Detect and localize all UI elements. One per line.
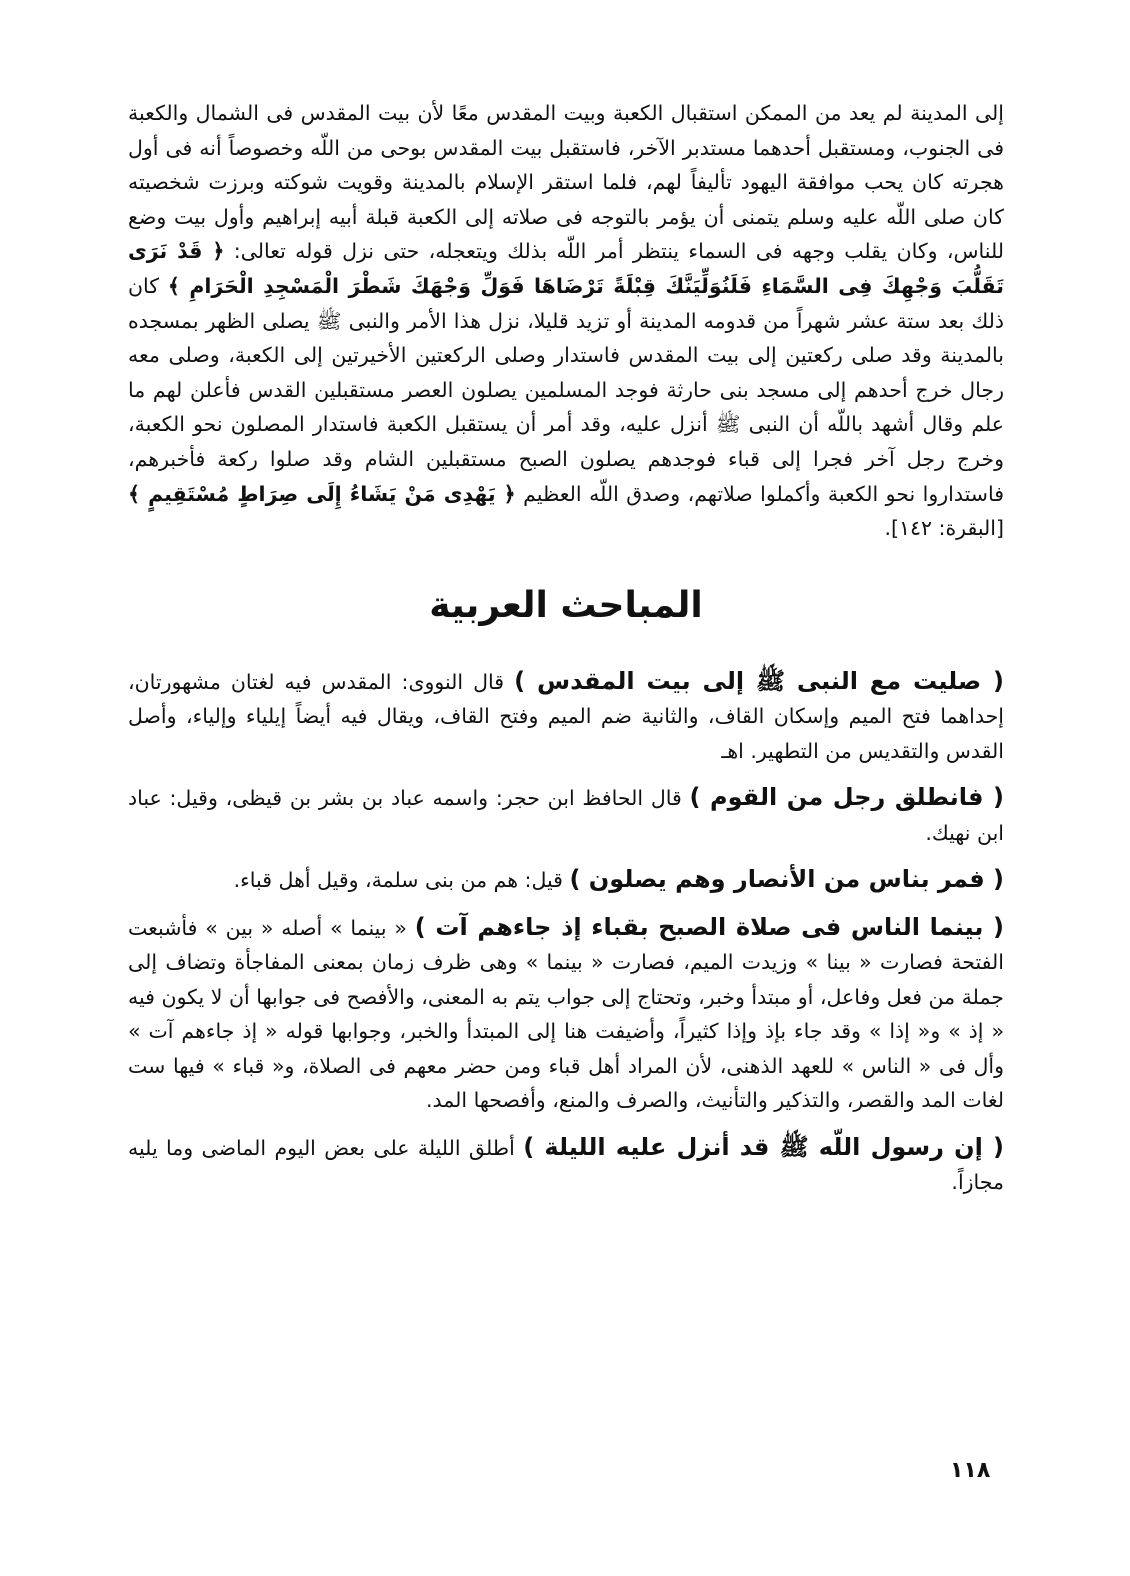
note-1-text: قال النووى: المقدس فيه لغتان مشهورتان، إحداهما فتح الميم وإسكان القاف، والثانية ضم الميم وفتح القاف، ويقال فيه أيضاً إيلياء وإلياء، وأصل القدس والتقديس من التطهير. اهـ — [128, 669, 1004, 763]
quran-verse-2: ﴿ يَهْدِى مَنْ يَشَاءُ إِلَى صِرَاطٍ مُسْتَقِيمٍ ﴾ — [128, 481, 516, 506]
note-5 — [128, 1130, 1004, 1200]
note-3 — [128, 862, 1004, 898]
note-4 — [128, 910, 1004, 1118]
note-2-headword: ( فانطلق رجل من القوم ) — [689, 783, 1004, 812]
main-paragraph — [128, 96, 1004, 546]
note-3-headword: ( فمر بناس من الأنصار وهم يصلون ) — [569, 865, 1004, 894]
note-3-text: قيل: هم من بنى سلمة، وقيل أهل قباء. — [233, 868, 570, 893]
page-number: ١١٨ — [950, 1458, 991, 1483]
verse-citation: [البقرة: ١٤٢]. — [884, 516, 1004, 541]
note-5-headword: ( إن رسول اللّه ﷺ قد أنزل عليه الليلة ) — [523, 1132, 1005, 1161]
main-text-part1: إلى المدينة لم يعد من الممكن استقبال الكعبة وبيت المقدس معًا لأن بيت المقدس فى الشمال والكعبة فى الجنوب، ومستقبل أحدهما مستدبر الآخر، فاستقبل بيت المقدس بوحى من اللّه وخصوصاً أنه فى أول هجرته كان يحب موافقة اليهود تأليفاً لهم، فلما استقر الإسلام بالمدينة وقويت شوكته وبرزت شخصيته كان صلى اللّه عليه وسلم يتمنى أن يؤمر بالتوجه فى صلاته إلى الكعبة قبلة أبيه إبراهيم وأول بيت وضع للناس، وكان يقلب وجهه فى السماء ينتظر أمر اللّه بذلك ويتعجله، حتى نزل قوله تعالى: — [128, 101, 1004, 264]
page-body — [128, 96, 1004, 1212]
note-1 — [128, 664, 1004, 769]
quran-verse-1: ﴿ قَدْ نَرَى تَقَلُّبَ وَجْهِكَ فِى السَّمَاءِ فَلَنُوَلِّيَنَّكَ قِبْلَةً تَرْضَاهَا فَوَلِّ وَجْهَكَ شَطْرَ الْمَسْجِدِ الْحَرَامِ ﴾ — [128, 239, 1005, 298]
note-1-headword: ( صليت مع النبى ﷺ إلى بيت المقدس ) — [514, 666, 1004, 695]
note-2 — [128, 780, 1004, 850]
note-4-text: « بينما » أصله « بين » فأشبعت الفتحة فصارت « بينا » وزيدت الميم، فصارت « بينما » وهى ظرف زمان بمعنى المفاجأة وتضاف إلى جملة من فعل وفاعل، أو مبتدأ وخبر، وتحتاج إلى جواب يتم به المعنى، والأفصح فى جوابها أن لا يكون فيه « إذ » و« إذا » وقد جاء بإذ وإذا كثيراً، وأضيفت هنا إلى المبتدأ والخبر، وجوابها قوله « إذ جاءهم آت » وأل فى « الناس » للعهد الذهنى، لأن المراد أهل قباء ومن حضر معهم فى الصلاة، و« قباء » فيها ست لغات المد والقصر، والتذكير والتأنيث، والصرف والمنع، وأفصحها المد. — [128, 915, 1004, 1113]
note-4-headword: ( بينما الناس فى صلاة الصبح بقباء إذ جاءهم آت ) — [414, 912, 1005, 941]
note-5-text: أطلق الليلة على بعض اليوم الماضى وما يليه مجازاً. — [128, 1135, 1004, 1195]
section-heading: المباحث العربية — [429, 584, 703, 626]
main-text-part2: كان ذلك بعد ستة عشر شهراً من قدومه المدينة أو تزيد قليلا، نزل هذا الأمر والنبى ﷺ يصلى الظهر بمسجده بالمدينة وقد صلى ركعتين إلى بيت المقدس فاستدار وصلى الركعتين الأخيرتين إلى الكعبة، وصلى معه رجال خرج أحدهم إلى مسجد بنى حارثة فوجد المسلمين يصلون العصر مستقبلين القدس فأعلن لهم ما علم وقال أشهد باللّه أن النبى ﷺ أنزل عليه، وقد أمر أن يستقبل الكعبة فاستدار المصلون نحو الكعبة، وخرج رجل آخر فجرا إلى قباء فوجدهم يصلون الصبح مستقبلين الشام وقد صلوا ركعة فأخبرهم، فاستداروا نحو الكعبة وأكملوا صلاتهم، وصدق اللّه العظيم — [128, 273, 1004, 506]
note-2-text: قال الحافظ ابن حجر: واسمه عباد بن بشر بن قيظى، وقيل: عباد ابن نهيك. — [128, 786, 1004, 845]
